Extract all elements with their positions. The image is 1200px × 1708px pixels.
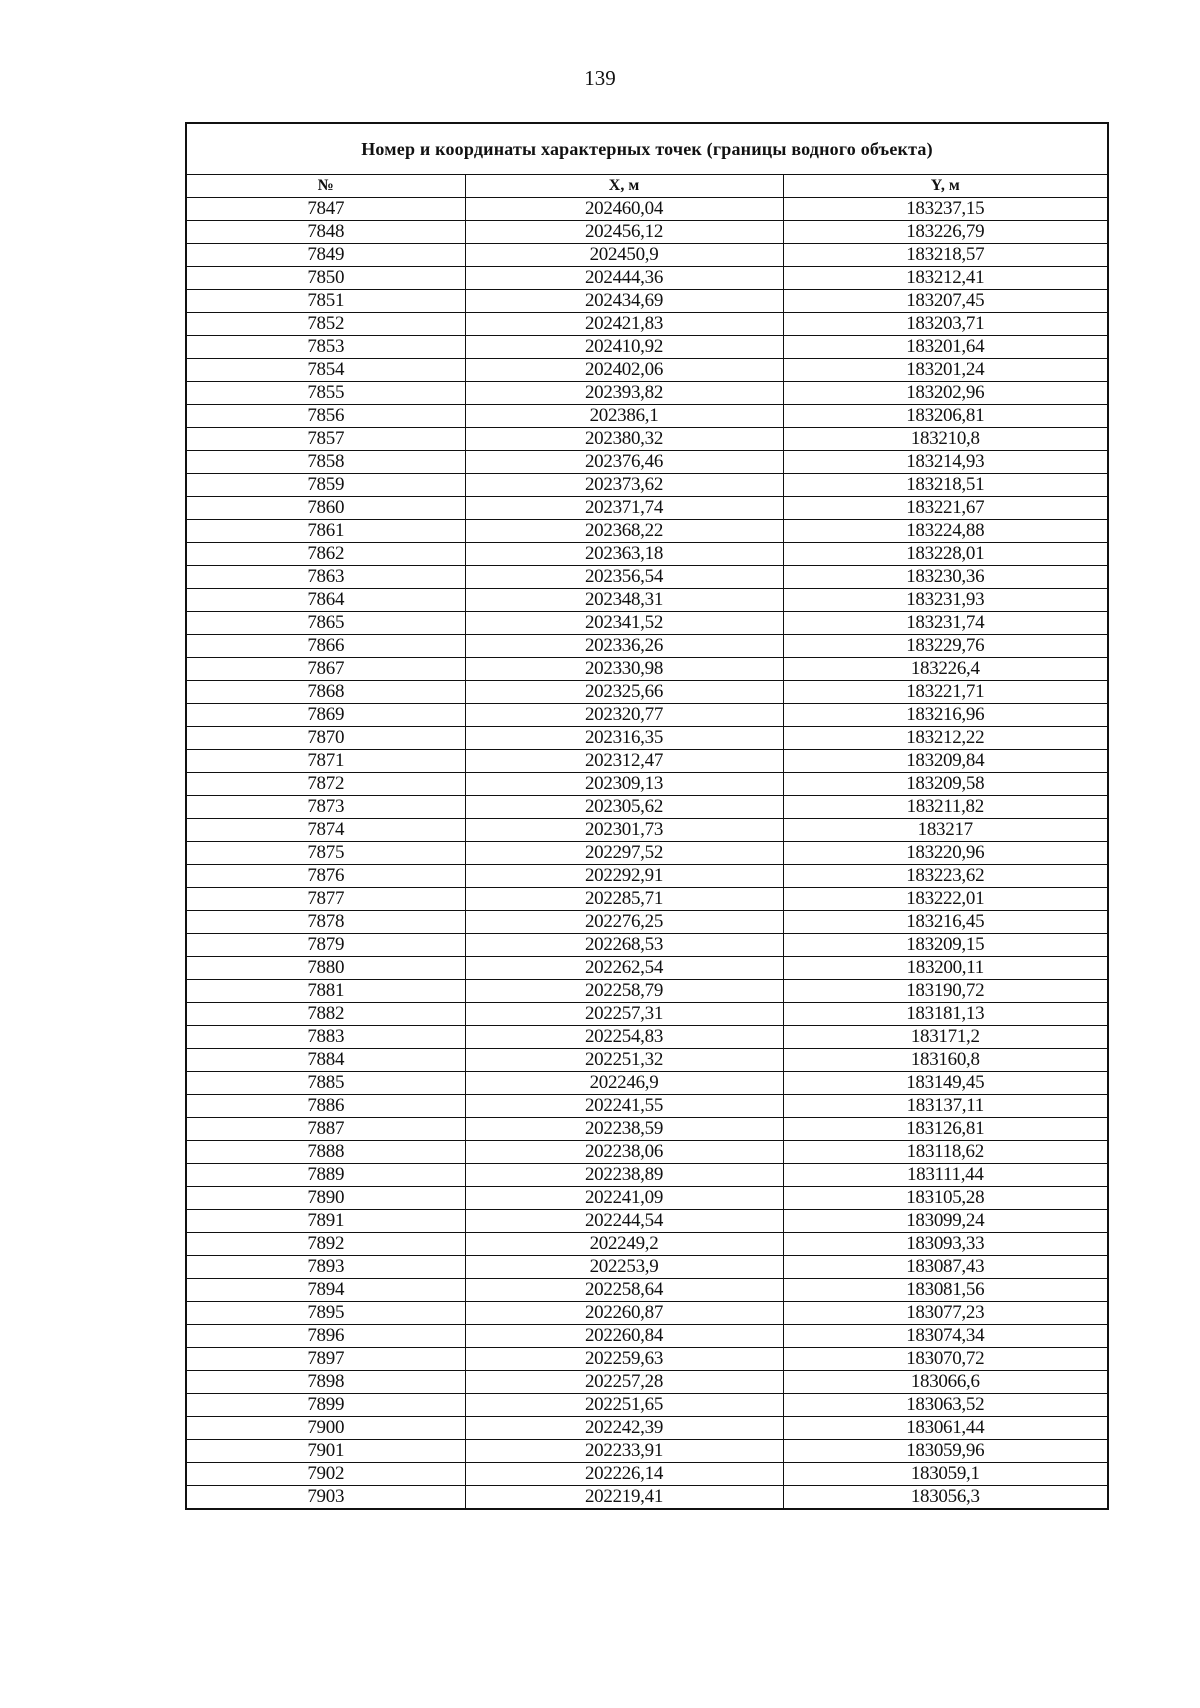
cell-number: 7896: [186, 1325, 465, 1348]
cell-number: 7880: [186, 957, 465, 980]
table-row: [186, 1187, 1108, 1210]
table-row: [186, 244, 1108, 267]
table-row: [186, 1003, 1108, 1026]
cell-y: 183218,51: [783, 474, 1108, 497]
cell-y: 183056,3: [783, 1486, 1108, 1510]
cell-x: 202242,39: [465, 1417, 783, 1440]
cell-y: 183231,93: [783, 589, 1108, 612]
cell-x: 202260,84: [465, 1325, 783, 1348]
cell-number: 7900: [186, 1417, 465, 1440]
cell-x: 202276,25: [465, 911, 783, 934]
table-row: [186, 451, 1108, 474]
cell-number: 7903: [186, 1486, 465, 1510]
cell-number: 7856: [186, 405, 465, 428]
table-header-row: [186, 175, 1108, 198]
cell-number: 7898: [186, 1371, 465, 1394]
cell-x: 202260,87: [465, 1302, 783, 1325]
table-row: [186, 980, 1108, 1003]
cell-number: 7865: [186, 612, 465, 635]
cell-y: 183207,45: [783, 290, 1108, 313]
table-body: [186, 198, 1108, 1510]
cell-x: 202257,28: [465, 1371, 783, 1394]
cell-number: 7861: [186, 520, 465, 543]
table-row: [186, 888, 1108, 911]
cell-y: 183218,57: [783, 244, 1108, 267]
cell-number: 7858: [186, 451, 465, 474]
cell-x: 202251,65: [465, 1394, 783, 1417]
table-row: [186, 1417, 1108, 1440]
cell-y: 183190,72: [783, 980, 1108, 1003]
cell-y: 183149,45: [783, 1072, 1108, 1095]
cell-y: 183059,96: [783, 1440, 1108, 1463]
cell-y: 183224,88: [783, 520, 1108, 543]
table-row: [186, 612, 1108, 635]
cell-number: 7897: [186, 1348, 465, 1371]
cell-number: 7853: [186, 336, 465, 359]
table-row: [186, 1072, 1108, 1095]
cell-x: 202253,9: [465, 1256, 783, 1279]
cell-number: 7887: [186, 1118, 465, 1141]
cell-x: 202368,22: [465, 520, 783, 543]
cell-number: 7883: [186, 1026, 465, 1049]
table-row: [186, 336, 1108, 359]
cell-x: 202356,54: [465, 566, 783, 589]
cell-y: 183181,13: [783, 1003, 1108, 1026]
cell-number: 7875: [186, 842, 465, 865]
table-title: Номер и координаты характерных точек (границы водного объекта): [186, 123, 1108, 175]
cell-number: 7860: [186, 497, 465, 520]
table-row: [186, 1371, 1108, 1394]
cell-number: 7874: [186, 819, 465, 842]
cell-y: 183214,93: [783, 451, 1108, 474]
coordinates-table: [185, 122, 1109, 1510]
cell-x: 202257,31: [465, 1003, 783, 1026]
cell-y: 183229,76: [783, 635, 1108, 658]
cell-x: 202371,74: [465, 497, 783, 520]
cell-x: 202244,54: [465, 1210, 783, 1233]
cell-y: 183226,4: [783, 658, 1108, 681]
cell-y: 183211,82: [783, 796, 1108, 819]
cell-x: 202312,47: [465, 750, 783, 773]
cell-number: 7892: [186, 1233, 465, 1256]
cell-number: 7872: [186, 773, 465, 796]
page-number: 139: [584, 66, 616, 90]
cell-number: 7847: [186, 198, 465, 221]
cell-y: 183209,15: [783, 934, 1108, 957]
cell-y: 183222,01: [783, 888, 1108, 911]
cell-number: 7894: [186, 1279, 465, 1302]
cell-number: 7855: [186, 382, 465, 405]
table-row: [186, 589, 1108, 612]
table-row: [186, 911, 1108, 934]
cell-y: 183216,45: [783, 911, 1108, 934]
cell-y: 183074,34: [783, 1325, 1108, 1348]
cell-y: 183216,96: [783, 704, 1108, 727]
cell-x: 202450,9: [465, 244, 783, 267]
cell-x: 202373,62: [465, 474, 783, 497]
cell-y: 183059,1: [783, 1463, 1108, 1486]
cell-y: 183237,15: [783, 198, 1108, 221]
table-row: [186, 474, 1108, 497]
cell-y: 183118,62: [783, 1141, 1108, 1164]
cell-x: 202238,06: [465, 1141, 783, 1164]
cell-y: 183200,11: [783, 957, 1108, 980]
cell-number: 7882: [186, 1003, 465, 1026]
cell-y: 183212,41: [783, 267, 1108, 290]
cell-x: 202301,73: [465, 819, 783, 842]
cell-y: 183126,81: [783, 1118, 1108, 1141]
cell-x: 202402,06: [465, 359, 783, 382]
cell-number: 7890: [186, 1187, 465, 1210]
cell-x: 202380,32: [465, 428, 783, 451]
table-row: [186, 635, 1108, 658]
cell-x: 202233,91: [465, 1440, 783, 1463]
table-row: [186, 1118, 1108, 1141]
cell-number: 7886: [186, 1095, 465, 1118]
cell-number: 7885: [186, 1072, 465, 1095]
table-row: [186, 865, 1108, 888]
column-header-y: Y, м: [783, 175, 1108, 198]
cell-x: 202246,9: [465, 1072, 783, 1095]
table-row: [186, 1026, 1108, 1049]
cell-y: 183061,44: [783, 1417, 1108, 1440]
table-row: [186, 1210, 1108, 1233]
cell-x: 202258,79: [465, 980, 783, 1003]
cell-number: 7857: [186, 428, 465, 451]
cell-number: 7878: [186, 911, 465, 934]
table-row: [186, 428, 1108, 451]
cell-y: 183209,84: [783, 750, 1108, 773]
cell-x: 202421,83: [465, 313, 783, 336]
cell-x: 202241,55: [465, 1095, 783, 1118]
cell-number: 7864: [186, 589, 465, 612]
cell-x: 202386,1: [465, 405, 783, 428]
cell-y: 183087,43: [783, 1256, 1108, 1279]
column-header-x: X, м: [465, 175, 783, 198]
cell-x: 202297,52: [465, 842, 783, 865]
cell-number: 7851: [186, 290, 465, 313]
cell-x: 202262,54: [465, 957, 783, 980]
cell-x: 202226,14: [465, 1463, 783, 1486]
cell-number: 7899: [186, 1394, 465, 1417]
cell-number: 7881: [186, 980, 465, 1003]
cell-x: 202320,77: [465, 704, 783, 727]
cell-x: 202393,82: [465, 382, 783, 405]
table-row: [186, 1302, 1108, 1325]
cell-y: 183070,72: [783, 1348, 1108, 1371]
table-row: [186, 1164, 1108, 1187]
cell-number: 7889: [186, 1164, 465, 1187]
table-row: [186, 290, 1108, 313]
cell-y: 183220,96: [783, 842, 1108, 865]
cell-y: 183066,6: [783, 1371, 1108, 1394]
cell-y: 183230,36: [783, 566, 1108, 589]
cell-x: 202330,98: [465, 658, 783, 681]
cell-number: 7869: [186, 704, 465, 727]
cell-number: 7867: [186, 658, 465, 681]
cell-x: 202251,32: [465, 1049, 783, 1072]
table-row: [186, 1279, 1108, 1302]
cell-x: 202238,59: [465, 1118, 783, 1141]
cell-y: 183099,24: [783, 1210, 1108, 1233]
cell-x: 202444,36: [465, 267, 783, 290]
table-row: [186, 520, 1108, 543]
table-row: [186, 727, 1108, 750]
cell-x: 202258,64: [465, 1279, 783, 1302]
cell-x: 202241,09: [465, 1187, 783, 1210]
table-row: [186, 1256, 1108, 1279]
cell-number: 7866: [186, 635, 465, 658]
table-row: [186, 497, 1108, 520]
cell-x: 202238,89: [465, 1164, 783, 1187]
cell-x: 202316,35: [465, 727, 783, 750]
cell-y: 183202,96: [783, 382, 1108, 405]
cell-x: 202285,71: [465, 888, 783, 911]
cell-x: 202456,12: [465, 221, 783, 244]
table-row: [186, 359, 1108, 382]
cell-y: 183105,28: [783, 1187, 1108, 1210]
cell-x: 202219,41: [465, 1486, 783, 1510]
cell-y: 183201,64: [783, 336, 1108, 359]
cell-number: 7862: [186, 543, 465, 566]
cell-x: 202249,2: [465, 1233, 783, 1256]
cell-number: 7876: [186, 865, 465, 888]
cell-x: 202268,53: [465, 934, 783, 957]
cell-y: 183081,56: [783, 1279, 1108, 1302]
table-row: [186, 1141, 1108, 1164]
table-row: [186, 934, 1108, 957]
cell-y: 183206,81: [783, 405, 1108, 428]
cell-x: 202460,04: [465, 198, 783, 221]
cell-y: 183160,8: [783, 1049, 1108, 1072]
column-header-number: №: [186, 175, 465, 198]
cell-number: 7870: [186, 727, 465, 750]
cell-y: 183221,71: [783, 681, 1108, 704]
table-row: [186, 1233, 1108, 1256]
cell-number: 7868: [186, 681, 465, 704]
cell-number: 7850: [186, 267, 465, 290]
cell-y: 183063,52: [783, 1394, 1108, 1417]
table-row: [186, 1440, 1108, 1463]
cell-x: 202341,52: [465, 612, 783, 635]
cell-y: 183077,23: [783, 1302, 1108, 1325]
cell-x: 202348,31: [465, 589, 783, 612]
table-row: [186, 566, 1108, 589]
cell-number: 7873: [186, 796, 465, 819]
cell-number: 7852: [186, 313, 465, 336]
table-row: [186, 1486, 1108, 1510]
table-row: [186, 1049, 1108, 1072]
cell-x: 202309,13: [465, 773, 783, 796]
table-row: [186, 957, 1108, 980]
cell-y: 183093,33: [783, 1233, 1108, 1256]
table-row: [186, 704, 1108, 727]
cell-x: 202376,46: [465, 451, 783, 474]
cell-number: 7848: [186, 221, 465, 244]
cell-y: 183201,24: [783, 359, 1108, 382]
cell-y: 183223,62: [783, 865, 1108, 888]
table-row: [186, 382, 1108, 405]
cell-x: 202434,69: [465, 290, 783, 313]
cell-y: 183209,58: [783, 773, 1108, 796]
cell-number: 7895: [186, 1302, 465, 1325]
cell-y: 183171,2: [783, 1026, 1108, 1049]
cell-y: 183203,71: [783, 313, 1108, 336]
table-row: [186, 1348, 1108, 1371]
table-row: [186, 198, 1108, 221]
cell-number: 7863: [186, 566, 465, 589]
table-row: [186, 405, 1108, 428]
cell-number: 7877: [186, 888, 465, 911]
cell-x: 202410,92: [465, 336, 783, 359]
cell-number: 7902: [186, 1463, 465, 1486]
cell-number: 7879: [186, 934, 465, 957]
cell-number: 7888: [186, 1141, 465, 1164]
table-row: [186, 796, 1108, 819]
cell-number: 7859: [186, 474, 465, 497]
table-row: [186, 819, 1108, 842]
cell-y: 183137,11: [783, 1095, 1108, 1118]
table-row: [186, 267, 1108, 290]
table-row: [186, 221, 1108, 244]
cell-number: 7901: [186, 1440, 465, 1463]
table-row: [186, 1095, 1108, 1118]
cell-x: 202259,63: [465, 1348, 783, 1371]
cell-y: 183217: [783, 819, 1108, 842]
cell-number: 7893: [186, 1256, 465, 1279]
cell-y: 183228,01: [783, 543, 1108, 566]
cell-number: 7884: [186, 1049, 465, 1072]
cell-x: 202292,91: [465, 865, 783, 888]
table-row: [186, 313, 1108, 336]
table-row: [186, 842, 1108, 865]
cell-x: 202325,66: [465, 681, 783, 704]
table-row: [186, 1463, 1108, 1486]
cell-x: 202254,83: [465, 1026, 783, 1049]
cell-x: 202336,26: [465, 635, 783, 658]
cell-y: 183212,22: [783, 727, 1108, 750]
table-row: [186, 681, 1108, 704]
cell-number: 7871: [186, 750, 465, 773]
cell-y: 183226,79: [783, 221, 1108, 244]
cell-y: 183111,44: [783, 1164, 1108, 1187]
table-row: [186, 750, 1108, 773]
table-title-row: [186, 123, 1108, 175]
cell-y: 183210,8: [783, 428, 1108, 451]
table-row: [186, 543, 1108, 566]
cell-x: 202363,18: [465, 543, 783, 566]
table-row: [186, 1394, 1108, 1417]
table-row: [186, 773, 1108, 796]
cell-y: 183221,67: [783, 497, 1108, 520]
cell-y: 183231,74: [783, 612, 1108, 635]
table-row: [186, 658, 1108, 681]
cell-number: 7849: [186, 244, 465, 267]
cell-number: 7891: [186, 1210, 465, 1233]
cell-number: 7854: [186, 359, 465, 382]
cell-x: 202305,62: [465, 796, 783, 819]
table-row: [186, 1325, 1108, 1348]
